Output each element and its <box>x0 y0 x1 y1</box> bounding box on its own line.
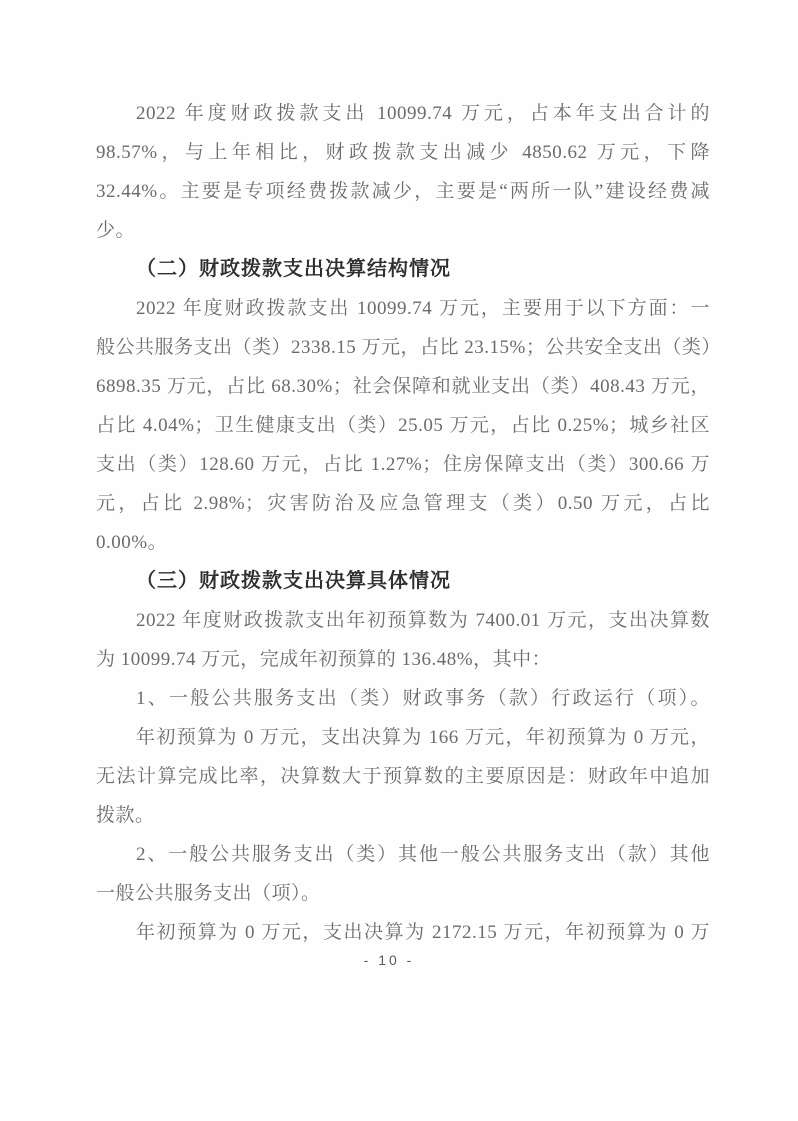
text-line: 占比 4.04%；卫生健康支出（类）25.05 万元，占比 0.25%；城乡社区 <box>96 415 710 436</box>
section-heading-3: （三）财政拨款支出决算具体情况 <box>136 570 451 592</box>
text-line: 一般公共服务支出（项）。 <box>96 883 321 904</box>
text-line: 元，占比 2.98%；灾害防治及应急管理支（类）0.50 万元，占比 <box>96 493 710 514</box>
text-line: 98.57%，与上年相比，财政拨款支出减少 4850.62 万元，下降 <box>96 142 710 163</box>
text-line: 2、一般公共服务支出（类）其他一般公共服务支出（款）其他 <box>136 844 710 865</box>
text-line: 2022 年度财政拨款支出 10099.74 万元，主要用于以下方面：一 <box>136 298 710 319</box>
text-line: 无法计算完成比率，决算数大于预算数的主要原因是：财政年中追加 <box>96 766 710 787</box>
text-line: 般公共服务支出（类）2338.15 万元，占比 23.15%；公共安全支出（类） <box>96 337 721 358</box>
text-line: 32.44%。主要是专项经费拨款减少，主要是“两所一队”建设经费减 <box>96 181 710 202</box>
text-line: 1、一般公共服务支出（类）财政事务（款）行政运行（项）。 <box>136 688 710 709</box>
document-body <box>96 94 721 952</box>
text-line: 2022 年度财政拨款支出年初预算数为 7400.01 万元，支出决算数 <box>136 610 710 631</box>
text-line: 年初预算为 0 万元，支出决算为 2172.15 万元，年初预算为 0 万 <box>136 922 710 943</box>
text-line: 2022 年度财政拨款支出 10099.74 万元，占本年支出合计的 <box>136 103 710 124</box>
text-line: 少。 <box>96 220 136 241</box>
text-line: 6898.35 万元，占比 68.30%；社会保障和就业支出（类）408.43 万元， <box>96 376 710 397</box>
text-line: 年初预算为 0 万元，支出决算为 166 万元，年初预算为 0 万元， <box>136 727 710 748</box>
text-line: 0.00%。 <box>96 532 168 553</box>
text-line: 拨款。 <box>96 805 155 826</box>
page-number: - 10 - <box>363 952 415 968</box>
text-line: 支出（类）128.60 万元，占比 1.27%；住房保障支出（类）300.66 万 <box>96 454 710 475</box>
text-line: 为 10099.74 万元，完成年初预算的 136.48%，其中： <box>96 649 552 670</box>
section-heading-2: （二）财政拨款支出决算结构情况 <box>136 258 451 280</box>
